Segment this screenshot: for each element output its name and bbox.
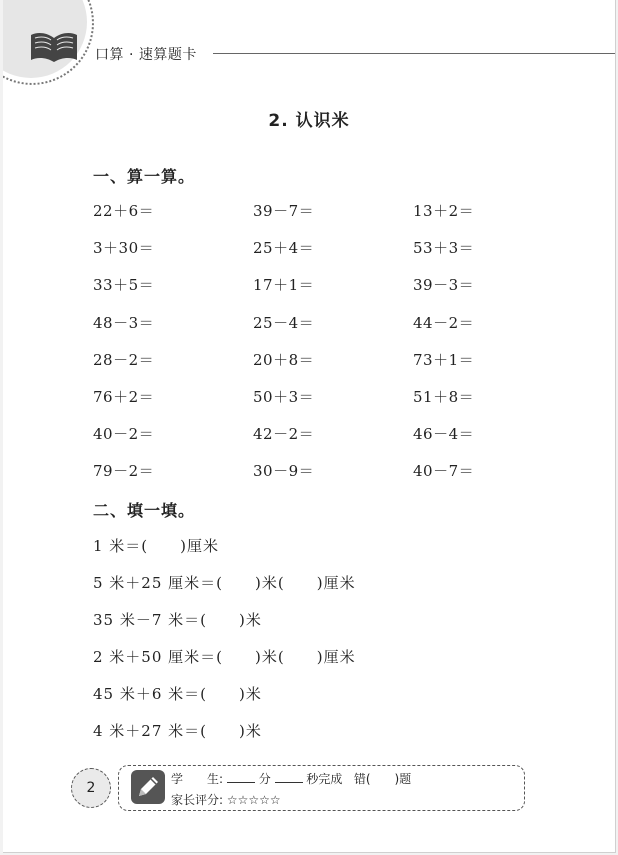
arithmetic-problem: 50＋3＝ — [253, 388, 315, 406]
parent-row — [171, 791, 281, 808]
arithmetic-problem: 39－3＝ — [413, 276, 475, 295]
page-number: 2 — [71, 768, 111, 808]
arithmetic-problem: 13＋2＝ — [413, 202, 475, 220]
header-title: 口算 · 速算题卡 — [95, 47, 197, 63]
minutes-blank[interactable] — [227, 771, 255, 783]
section2-heading: 二、填一填。 — [93, 501, 196, 520]
arithmetic-problem: 46－4＝ — [413, 425, 475, 444]
score-box — [118, 765, 525, 811]
arithmetic-problem: 76＋2＝ — [93, 388, 155, 406]
parent-label: 家长评分: — [171, 793, 224, 807]
arithmetic-problem: 53＋3＝ — [413, 239, 475, 258]
arithmetic-problem: 40－7＝ — [413, 462, 475, 481]
student-label: 学 生: — [171, 772, 224, 786]
arithmetic-problem: 20＋8＝ — [253, 350, 315, 369]
arithmetic-problem: 28－2＝ — [93, 350, 155, 369]
pencil-icon — [131, 770, 165, 804]
seconds-blank[interactable] — [275, 771, 303, 783]
arithmetic-problem: 73＋1＝ — [413, 350, 475, 369]
fill-in-item: 35 米－7 米＝( )米 — [93, 611, 262, 629]
arithmetic-problem: 48－3＝ — [93, 313, 155, 332]
fill-in-item: 45 米＋6 米＝( )米 — [93, 685, 262, 703]
page-title: 2. 认识米 — [268, 111, 350, 131]
arithmetic-problem: 30－9＝ — [253, 462, 315, 481]
book-icon — [29, 30, 79, 64]
arithmetic-problem: 17＋1＝ — [253, 276, 315, 295]
fill-in-item: 4 米＋27 米＝( )米 — [93, 722, 262, 740]
arithmetic-problem: 22＋6＝ — [93, 202, 155, 220]
arithmetic-problem: 39－7＝ — [253, 202, 315, 220]
fill-in-item: 5 米＋25 厘米＝( )米( )厘米 — [93, 574, 356, 592]
arithmetic-problem: 51＋8＝ — [413, 388, 475, 406]
error-label: 错( )题 — [353, 772, 412, 786]
arithmetic-problem: 79－2＝ — [93, 462, 155, 481]
fill-in-item: 1 米＝( )厘米 — [93, 537, 220, 555]
header-divider — [213, 53, 616, 54]
student-row — [171, 770, 411, 787]
arithmetic-problem: 25＋4＝ — [253, 239, 315, 258]
section1-heading: 一、算一算。 — [93, 167, 196, 186]
arithmetic-problem: 25－4＝ — [253, 313, 315, 332]
arithmetic-problem: 40－2＝ — [93, 425, 155, 444]
arithmetic-problem: 42－2＝ — [253, 425, 315, 444]
fill-in-item: 2 米＋50 厘米＝( )米( )厘米 — [93, 648, 356, 666]
worksheet-page — [3, 0, 616, 853]
minute-label: 分 — [258, 772, 271, 786]
arithmetic-problem: 33＋5＝ — [93, 276, 155, 295]
second-label: 秒完成 — [306, 772, 343, 786]
arithmetic-problem: 44－2＝ — [413, 313, 475, 332]
rating-stars[interactable]: ☆☆☆☆☆ — [226, 793, 281, 807]
arithmetic-problem: 3＋30＝ — [93, 239, 155, 258]
